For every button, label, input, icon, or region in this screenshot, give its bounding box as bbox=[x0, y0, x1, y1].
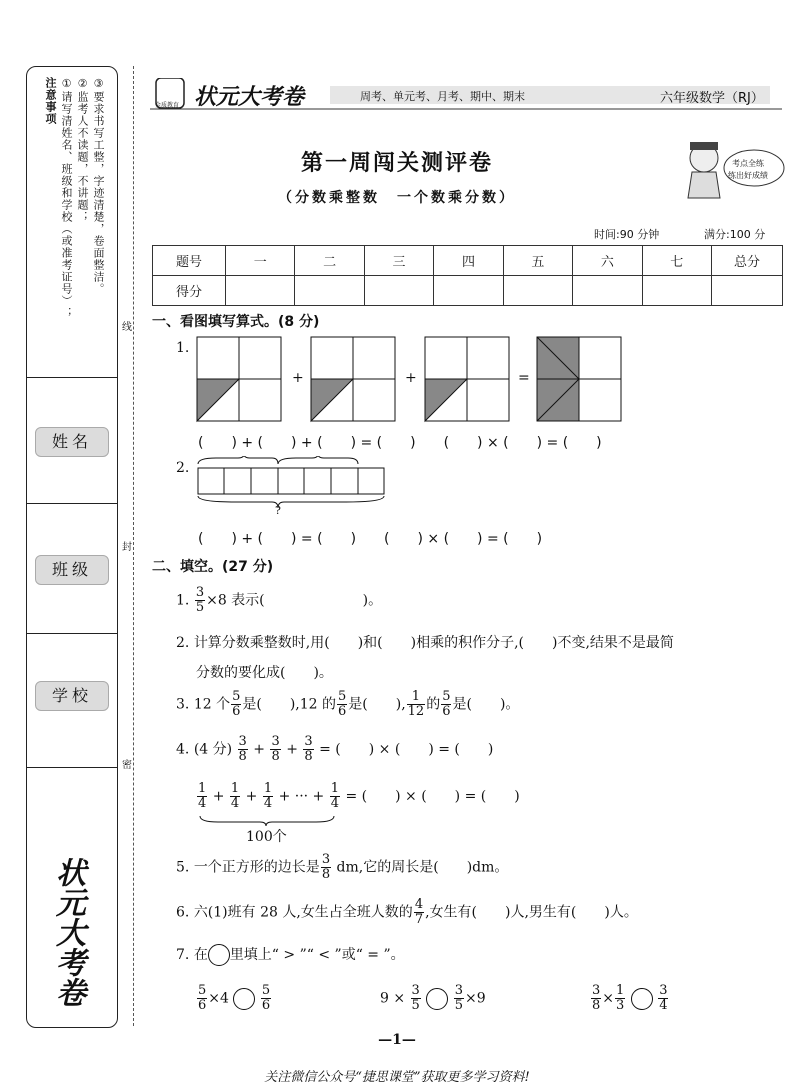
score-input[interactable] bbox=[364, 276, 433, 306]
plus-sign: + bbox=[292, 370, 304, 386]
score-input[interactable] bbox=[642, 276, 711, 306]
name-field-label: 姓名 bbox=[35, 427, 109, 457]
score-input[interactable] bbox=[503, 276, 572, 306]
brace-label: 100个 bbox=[246, 829, 287, 845]
brand-logo: 状元大考卷 bbox=[194, 85, 305, 110]
table-cell: 总分 bbox=[712, 246, 783, 276]
s2-q1-text[interactable]: ×8 表示( )。 bbox=[206, 592, 383, 609]
s2-q7-item-1[interactable]: $\frac{5}{6}$ ×4 $\frac{5}{6}$ bbox=[198, 983, 271, 1013]
s2-q5[interactable]: 5. 一个正方形的边长是 $\frac{3}{8}$ dm,它的周长是( )dm。 bbox=[176, 852, 509, 882]
score-input[interactable] bbox=[573, 276, 642, 306]
compare-circle-icon[interactable] bbox=[631, 988, 653, 1010]
s2-q4-brace bbox=[198, 814, 338, 826]
cut-line bbox=[133, 66, 134, 1026]
s2-q7: 7. 在 里填上“ > ”“ < ”或“ = ”。 bbox=[176, 944, 405, 966]
cut-mark-seal: 封 bbox=[122, 542, 132, 553]
mascot bbox=[676, 138, 786, 202]
header-bar bbox=[150, 78, 782, 110]
s2-q1: 1. $\frac{3}{5}$ ×8 表示( )。 bbox=[176, 585, 383, 615]
notice-box bbox=[41, 77, 105, 367]
cut-mark-secret: 密 bbox=[122, 760, 132, 771]
score-table bbox=[152, 245, 783, 306]
table-cell: 一 bbox=[226, 246, 295, 276]
section-2-title: 二、填空。(27 分) bbox=[152, 559, 274, 575]
s2-q7-item-2[interactable]: 9 × $\frac{3}{5}$ $\frac{3}{5}$ ×9 bbox=[380, 983, 486, 1013]
grade-label: 六年级数学（RJ） bbox=[660, 91, 764, 106]
plus-sign: + bbox=[405, 370, 417, 386]
mascot-text-1: 考点全练 bbox=[732, 159, 764, 168]
s2-q3[interactable]: 3. 12 个 $\frac{5}{6}$ 是( ),12 的 $\frac{5}{6}$ 是( ), $\frac{1}{12}$ 的 $\frac{5}{6}$ 是( )。 bbox=[176, 689, 520, 719]
s2-q7-item-3[interactable]: $\frac{3}{8}$ × $\frac{1}{3}$ $\frac{3}{4}$ bbox=[592, 983, 668, 1013]
s1-q2-figure bbox=[196, 456, 388, 516]
table-cell: 四 bbox=[434, 246, 503, 276]
full-score: 满分:100 分 bbox=[704, 228, 766, 241]
equals-sign: = bbox=[518, 370, 530, 386]
notice-line-2: ②监考人不读题，不讲题； bbox=[76, 77, 89, 223]
s1-q2-answer[interactable]: ( ) + ( ) = ( ) ( ) × ( ) = ( ) bbox=[198, 531, 543, 547]
score-table-row bbox=[153, 276, 783, 306]
time-limit: 时间:90 分钟 bbox=[594, 228, 660, 241]
score-input[interactable] bbox=[712, 276, 783, 306]
s1-q2-num: 2. bbox=[176, 460, 190, 476]
compare-circle-icon[interactable] bbox=[426, 988, 448, 1010]
score-input[interactable] bbox=[295, 276, 364, 306]
table-cell: 题号 bbox=[153, 246, 226, 276]
notice-line-1: ①请写清姓名、班级和学校（或准考证号）； bbox=[60, 77, 73, 319]
table-cell: 得分 bbox=[153, 276, 226, 306]
page-number: —1— bbox=[378, 1032, 416, 1048]
binding-strip bbox=[26, 66, 118, 1028]
table-cell: 二 bbox=[295, 246, 364, 276]
question-mark: ? bbox=[275, 504, 281, 517]
bottom-note: 关注微信公众号“捷思课堂”获取更多学习资料! bbox=[264, 1070, 530, 1085]
score-input[interactable] bbox=[226, 276, 295, 306]
section-1-title: 一、看图填写算式。(8 分) bbox=[152, 314, 320, 330]
notice-line-3: ③要求书写工整，字迹清楚，卷面整洁。 bbox=[92, 77, 105, 295]
page-subtitle: （分数乘整数 一个数乘分数） bbox=[278, 190, 516, 206]
mascot-text-2: 练出好成绩 bbox=[728, 171, 768, 180]
compare-circle-icon bbox=[208, 944, 230, 966]
title-block bbox=[0, 146, 794, 207]
class-field-label: 班级 bbox=[35, 555, 109, 585]
s1-q1-num: 1. bbox=[176, 340, 190, 356]
s2-q6[interactable]: 6. 六(1)班有 28 人,女生占全班人数的 $\frac{4}{7}$ ,女生有( )人,男生有( )人。 bbox=[176, 897, 638, 927]
notice-title: 注意事项 bbox=[44, 77, 57, 125]
s1-q1-answer[interactable]: ( ) + ( ) + ( ) = ( ) ( ) × ( ) = ( ) bbox=[198, 435, 602, 451]
score-table-header bbox=[153, 246, 783, 276]
exam-types: 周考、单元考、月考、期中、期末 bbox=[360, 90, 525, 103]
s2-q2[interactable]: 2. 计算分数乘整数时,用( )和( )相乘的积作分子,( )不变,结果不是最简 分数的要化成( )。 bbox=[176, 635, 674, 681]
table-cell: 六 bbox=[573, 246, 642, 276]
strip-logo: 状元大考卷 bbox=[50, 857, 85, 1007]
score-input[interactable] bbox=[434, 276, 503, 306]
publisher: 金质教育 bbox=[155, 102, 180, 109]
school-field-label: 学校 bbox=[35, 681, 109, 711]
page-title: 第一周闯关测评卷 bbox=[300, 150, 493, 176]
table-cell: 七 bbox=[642, 246, 711, 276]
cut-mark-line: 线 bbox=[122, 322, 132, 333]
table-cell: 三 bbox=[364, 246, 433, 276]
table-cell: 五 bbox=[503, 246, 572, 276]
s2-q4-line1[interactable]: 4. (4 分) $\frac{3}{8}$ + $\frac{3}{8}$ + $\frac{3}{8}$ = ( ) × ( ) = ( ) bbox=[176, 734, 494, 764]
s2-q4-line2[interactable]: $\frac{1}{4}$ + $\frac{1}{4}$ + $\frac{1}{4}$ + ··· + $\frac{1}{4}$ = ( ) × ( ) = ( ) bbox=[198, 781, 520, 811]
compare-circle-icon[interactable] bbox=[233, 988, 255, 1010]
